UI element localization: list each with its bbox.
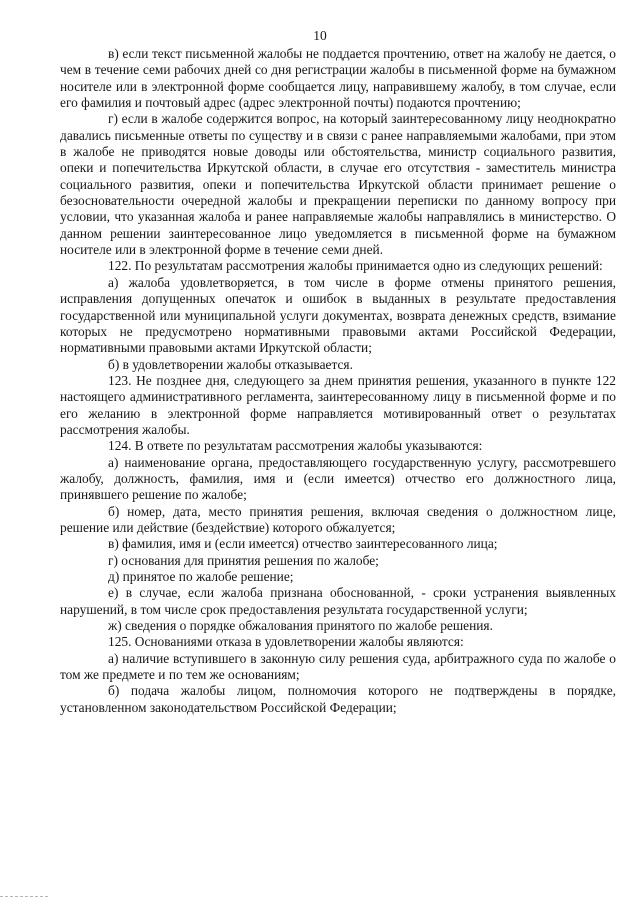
- scan-edge-mark: [0, 896, 48, 897]
- paragraph-122-b: б) в удовлетворении жалобы отказывается.: [108, 356, 353, 372]
- document-body: [60, 46, 616, 716]
- paragraph-g-repeated-question: г) если в жалобе содержится вопрос, на который заинтересованному лицу неоднократно давались письменные ответы по существу и в связи с ранее направляемыми жалобами, при этом в жалобе не приводятся новые доводы или обстоятельства, министр социального развития, опеки и попечительства Иркутской области, в случае его отсутствия - заместитель министра социального развития, опеки и попечительства Иркутской области принимает решение о безосновательности очередной жалобы и прекращении переписки по данному вопросу при условии, что указанная жалоба и ранее направляемые жалобы направлялись в министерство. О данном решении заинтересованное лицо уведомляется в письменной форме на бумажном носителе или в электронной форме в течение семи дней.: [60, 111, 616, 258]
- paragraph-124-e: е) в случае, если жалоба признана обоснованной, - сроки устранения выявленных нарушений, в том числе срок предоставления результата государственной услуги;: [60, 585, 616, 617]
- paragraph-122-a: а) жалоба удовлетворяется, в том числе в форме отмены принятого решения, исправления допущенных опечаток и ошибок в выданных в результате предоставления государственной или муниципальной услуги документах, возврата денежных средств, взимание которых не предусмотрено нормативными правовыми актами Российской Федерации, нормативными правовыми актами Иркутской области;: [60, 274, 616, 356]
- paragraph-v-unreadable: в) если текст письменной жалобы не поддается прочтению, ответ на жалобу не дается, о чем в течение семи рабочих дней со дня регистрации жалобы в письменной форме на бумажном носителе или в электронной форме сообщается лицу, направившему жалобу, в том случае, если его фамилия и почтовый адрес (адрес электронной почты) подаются прочтению;: [60, 46, 616, 111]
- paragraph-124-d: д) принятое по жалобе решение;: [108, 569, 294, 584]
- paragraph-124-heading: 124. В ответе по результатам рассмотрения жалобы указываются:: [108, 438, 483, 454]
- paragraph-122-heading: 122. По результатам рассмотрения жалобы принимается одно из следующих решений:: [108, 258, 603, 274]
- paragraph-125-heading: 125. Основаниями отказа в удовлетворении жалобы являются:: [108, 634, 464, 650]
- paragraph-124-g: г) основания для принятия решения по жалобе;: [108, 552, 379, 568]
- paragraph-125-b: б) подача жалобы лицом, полномочия которого не подтверждены в порядке, установленном законодательством Российской Федерации;: [60, 683, 616, 715]
- paragraph-124-v: в) фамилия, имя и (если имеется) отчество заинтересованного лица;: [108, 536, 498, 552]
- paragraph-124-b: б) номер, дата, место принятия решения, включая сведения о должностном лице, решение или действие (бездействие) которого обжалуется;: [60, 503, 616, 535]
- paragraph-124-a: а) наименование органа, предоставляющего государственную услугу, рассмотревшего жалобу, должность, фамилия, имя и (если имеется) отчество его должностного лица, принявшего решение по жалобе;: [60, 454, 616, 503]
- page-number: 10: [313, 28, 327, 43]
- paragraph-125-a: а) наличие вступившего в законную силу решения суда, арбитражного суда по жалобе о том же предмете и по тем же основаниям;: [60, 650, 616, 683]
- paragraph-124-zh: ж) сведения о порядке обжалования принятого по жалобе решения.: [108, 618, 493, 634]
- paragraph-123: 123. Не позднее дня, следующего за днем принятия решения, указанного в пункте 122 настоящего административного регламента, заинтересованному лицу в письменной форме и по его желанию в электронной форме направляется мотивированный ответ о результатах рассмотрения жалобы.: [60, 372, 616, 437]
